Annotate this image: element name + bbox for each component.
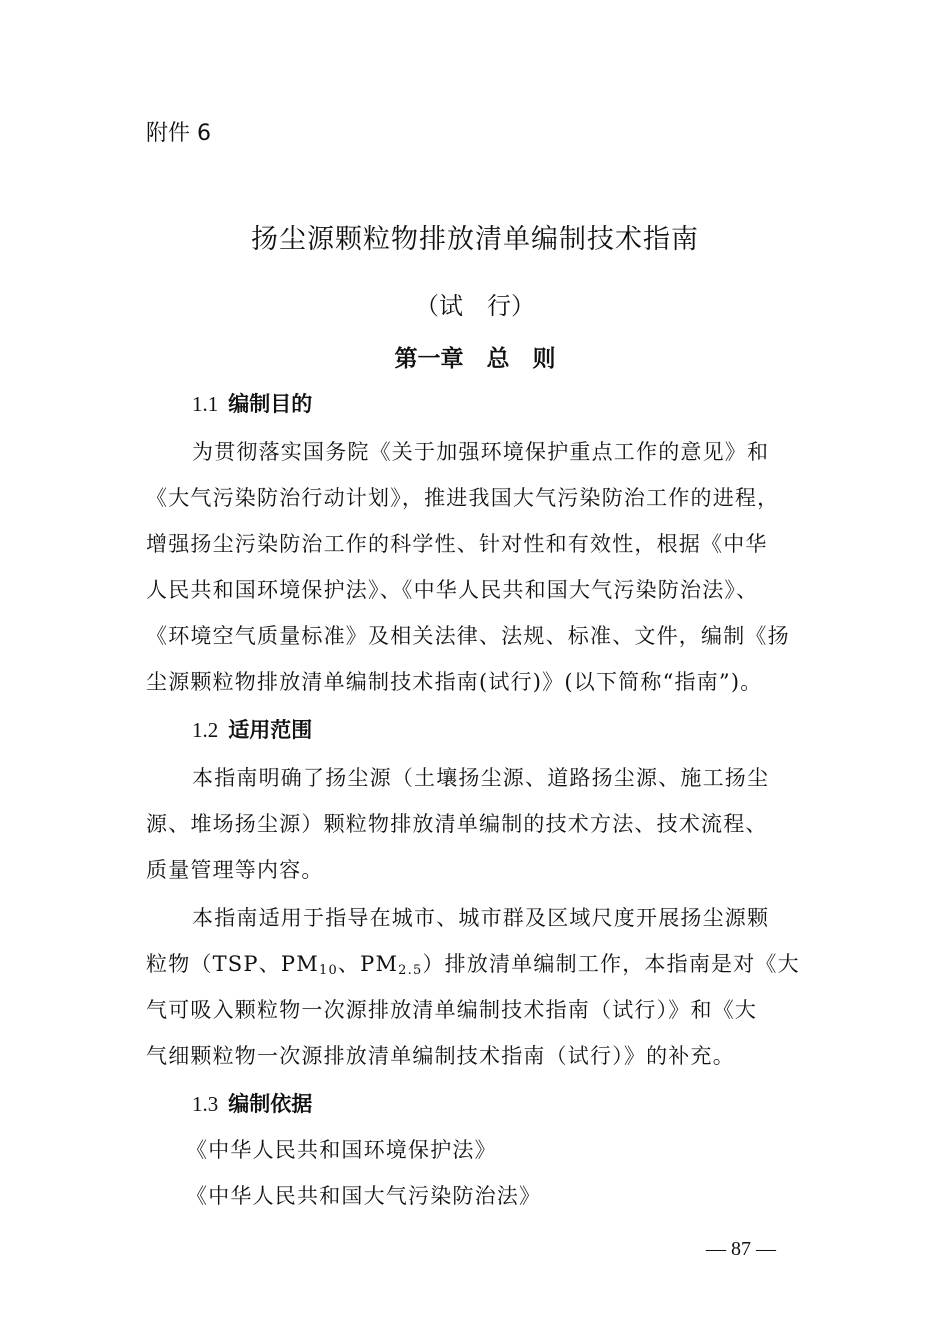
paragraph-line: 为贯彻落实国务院《关于加强环境保护重点工作的意见》和 <box>192 440 770 464</box>
section-number: 1.3 <box>192 1092 219 1116</box>
document-title: 扬尘源颗粒物排放清单编制技术指南 <box>251 224 699 255</box>
paragraph-line: 《环境空气质量标准》及相关法律、法规、标准、文件，编制《扬 <box>146 624 790 648</box>
basis-item: 《中华人民共和国环境保护法》 <box>186 1138 497 1162</box>
paragraph-line: 人民共和国环境保护法》、《中华人民共和国大气污染防治法》、 <box>146 578 759 602</box>
paragraph-line: 增强扬尘污染防治工作的科学性、针对性和有效性，根据《中华 <box>146 532 768 556</box>
annex-label: 附件 6 <box>146 121 211 146</box>
paragraph-line: 本指南适用于指导在城市、城市群及区域尺度开展扬尘源颗 <box>192 906 770 930</box>
subscript: 10 <box>318 963 338 978</box>
paragraph-line: 《大气污染防治行动计划》，推进我国大气污染防治工作的进程， <box>146 486 780 510</box>
text-run: 粒物（TSP、PM <box>146 952 319 976</box>
page-number: — 87 — <box>706 1238 776 1260</box>
section-name: 编制依据 <box>228 1092 313 1116</box>
section-number: 1.2 <box>192 718 219 742</box>
section-name: 编制目的 <box>228 392 313 416</box>
paragraph-line: 质量管理等内容。 <box>146 858 324 882</box>
paragraph-line: 源、堆场扬尘源）颗粒物排放清单编制的技术方法、技术流程、 <box>146 812 768 836</box>
paragraph-line: 气细颗粒物一次源排放清单编制技术指南（试行）》的补充。 <box>146 1044 735 1068</box>
paragraph-line: 本指南明确了扬尘源（土壤扬尘源、道路扬尘源、施工扬尘 <box>192 766 770 790</box>
section-heading-1-3 <box>192 1088 312 1118</box>
paragraph-line: 气可吸入颗粒物一次源排放清单编制技术指南（试行）》和《大 <box>146 998 758 1022</box>
basis-item: 《中华人民共和国大气污染防治法》 <box>186 1184 542 1208</box>
chapter-heading: 第一章 总 则 <box>394 346 556 372</box>
subscript: 2.5 <box>398 963 423 978</box>
section-heading-1-1 <box>192 388 312 418</box>
document-subtitle: （试 行） <box>415 292 535 320</box>
text-run: ）排放清单编制工作，本指南是对《大 <box>422 952 800 976</box>
paragraph-line <box>146 948 800 978</box>
paragraph-line: 尘源颗粒物排放清单编制技术指南(试行)》(以下简称“指南”)。 <box>146 670 763 694</box>
section-number: 1.1 <box>192 392 219 416</box>
text-run: 、PM <box>337 952 399 976</box>
section-heading-1-2 <box>192 714 312 744</box>
section-name: 适用范围 <box>228 718 313 742</box>
